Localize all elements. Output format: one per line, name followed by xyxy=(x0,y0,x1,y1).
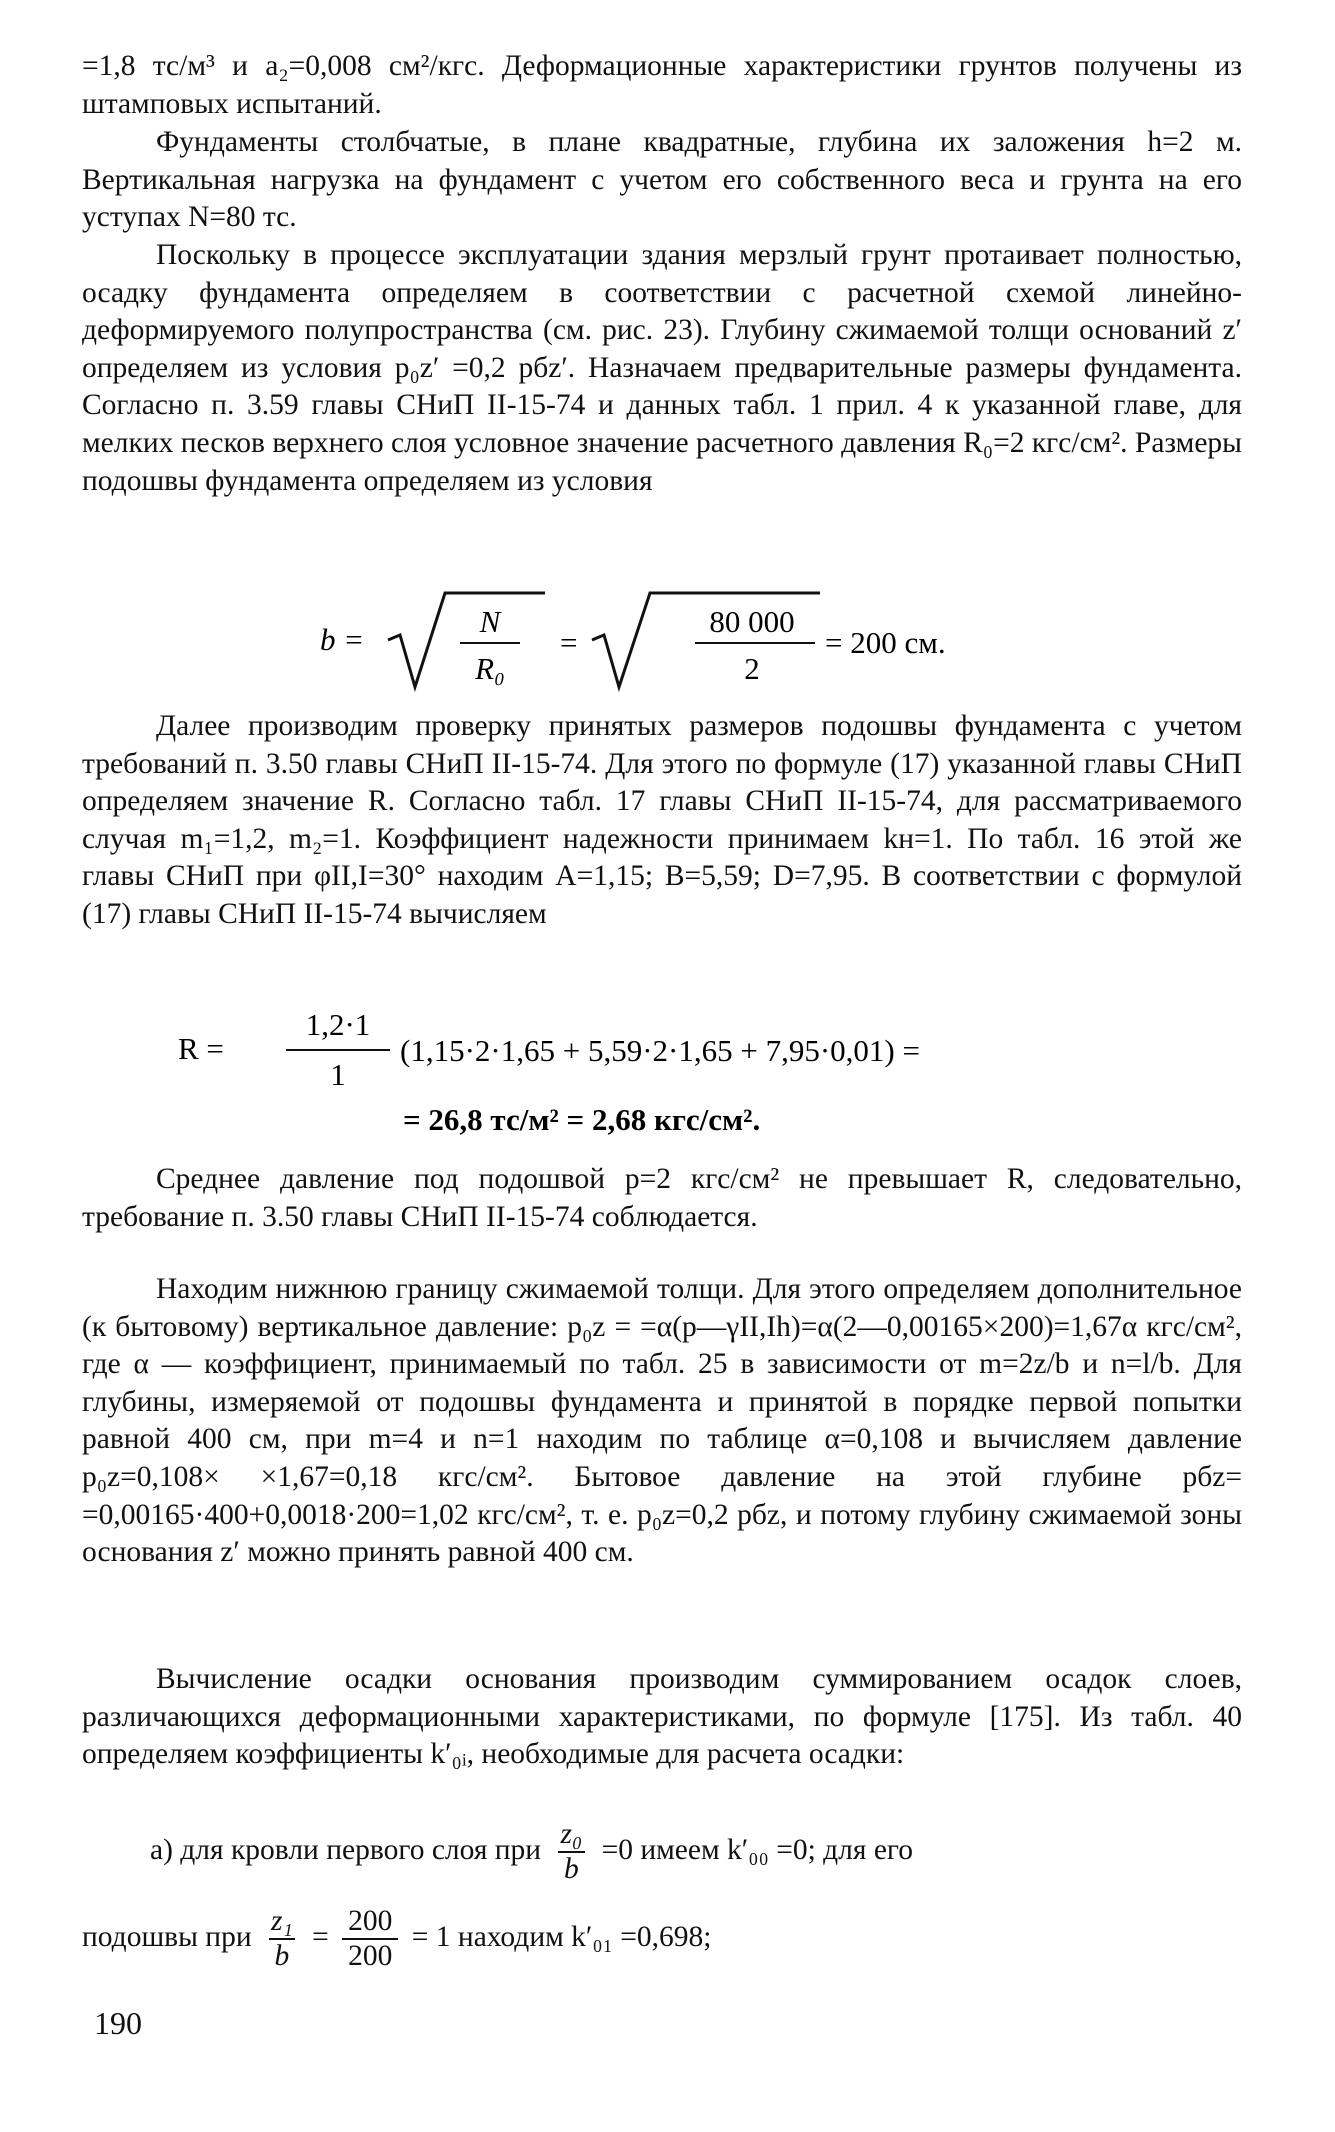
page-number: 190 xyxy=(94,2005,142,2041)
formula-r-result: = 26,8 тс/м² = 2,68 кгс/см². xyxy=(403,1102,761,1137)
item-a-part4: = 1 находим k′₀₁ =0,698; xyxy=(411,1920,712,1953)
paragraph-average-pressure: Среднее давление под подошвой p=2 кгс/см² не превышает R, следовательно, требование п. 3.50 главы СНиП II-15-74 соблюдается. xyxy=(82,1163,1242,1233)
paragraph-compressible-layer: Находим нижнюю границу сжимаемой толщи. Для этого определяем дополнительное (к бытовому) вертикальное давление: p₀z = =α(p—γII,Ih)=α(2—0,00165×200)=1,67α кгс/см², где α — коэффициент, принимаемый по табл. 25 в зависимости от m=2z/b и n=l/b. Для глубины, измеряемой от подошвы фундамента и принятой в порядке первой попытки равной 400 см, при m=4 и n=1 находим по таблице α=0,108 и вычисляем давление p₀z=0,108× ×1,67=0,18 кгс/см². Бытовое давление на этой глубине pбz= =0,00165·400+0,0018·200=1,02 кгс/см², т. е. p₀z=0,2 pбz, и потому глубину сжимаемой зоны основания z′ можно принять равной 400 см. xyxy=(82,1273,1242,1569)
item-a-part3: подошвы при xyxy=(82,1920,252,1953)
fraction-200-200 xyxy=(342,1905,398,1973)
item-a-eq: = xyxy=(312,1920,329,1953)
formula-b-result: = 200 см. xyxy=(825,625,946,660)
item-a-part1: а) для кровли первого слоя при xyxy=(150,1833,542,1866)
formula-b-r0: R₀ xyxy=(475,651,505,686)
sqrt-sign-1 xyxy=(388,593,545,687)
formula-b-graphic xyxy=(320,585,1000,695)
frac-b2: b xyxy=(269,1938,296,1973)
paragraph-settlement: Вычисление осадки основания производим суммированием осадок слоев, различающихся деформационными характеристиками, по формуле [175]. Из табл. 40 определяем коэффициенты k′₀ᵢ, необходимые для расчета осадки: xyxy=(82,1663,1242,1771)
paragraph-thawing-soil: Поскольку в процессе эксплуатации здания мерзлый грунт протаивает полностью, осадку фундамента определяем в соответствии с расчетной схемой линейно-деформируемого полупространства (см. рис. 23). Глубину сжимаемой толщи оснований z′ определяем из условия p₀z′ =0,2 pбz′. Назначаем предварительные размеры фундамента. Согласно п. 3.59 главы СНиП II-15-74 и данных табл. 1 прил. 4 к указанной главе, для мелких песков верхнего слоя условное значение расчетного давления R₀=2 кгс/см². Размеры подошвы фундамента определяем из условия xyxy=(82,239,1242,497)
frac-200-den: 200 xyxy=(342,1938,398,1973)
fraction-z0-b xyxy=(554,1818,588,1886)
formula-r-body: (1,15·2·1,65 + 5,59·2·1,65 + 7,95·0,01) = xyxy=(400,1033,920,1068)
frac-z0: z₀ xyxy=(560,1818,583,1850)
formula-r xyxy=(178,995,1138,1153)
formula-b-den: 2 xyxy=(744,651,760,686)
formula-b-num: 80 000 xyxy=(709,604,795,639)
item-a-line1 xyxy=(150,1818,913,1886)
formula-b-eq: = xyxy=(560,625,578,660)
frac-200-num: 200 xyxy=(348,1905,393,1937)
frac-z1: z₁ xyxy=(271,1905,293,1937)
formula-r-graphic xyxy=(178,995,1138,1145)
item-a-part2: =0 имеем k′₀₀ =0; для его xyxy=(601,1833,914,1866)
fraction-z1-b xyxy=(265,1905,299,1973)
item-a-line2 xyxy=(82,1905,712,1973)
formula-b-n: N xyxy=(479,604,501,639)
formula-b xyxy=(320,585,1000,703)
formula-b-lhs: b = xyxy=(320,622,365,657)
formula-r-num: 1,2·1 xyxy=(305,1007,371,1042)
paragraph-foundations: Фундаменты столбчатые, в плане квадратные, глубина их заложения h=2 м. Вертикальная нагрузка на фундамент с учетом его собственного веса и грунта на его уступах N=80 тс. xyxy=(82,126,1242,234)
formula-r-den: 1 xyxy=(330,1057,346,1092)
paragraph-soil-data: =1,8 тс/м³ и a₂=0,008 см²/кгс. Деформационные характеристики грунтов получены из штамповых испытаний. xyxy=(82,50,1242,120)
formula-r-lhs: R = xyxy=(178,1031,224,1066)
frac-b: b xyxy=(558,1851,585,1886)
paragraph-check-dimensions: Далее производим проверку принятых размеров подошвы фундамента с учетом требований п. 3.50 главы СНиП II-15-74. Для этого по формуле (17) указанной главы СНиП определяем значение R. Согласно табл. 17 главы СНиП II-15-74, для рассматриваемого случая m₁=1,2, m₂=1. Коэффициент надежности принимаем kн=1. По табл. 16 этой же главы СНиП при φII,I=30° находим A=1,15; B=5,59; D=7,95. В соответствии с формулой (17) главы СНиП II-15-74 вычисляем xyxy=(82,710,1242,930)
